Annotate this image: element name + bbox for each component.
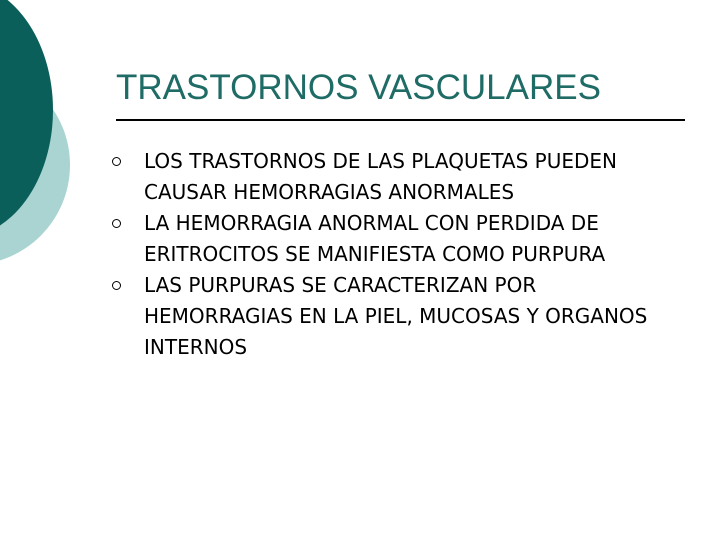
title-divider xyxy=(116,119,685,121)
bullet-item xyxy=(112,146,672,208)
bullet-circle-icon xyxy=(112,219,121,228)
bullet-circle-icon xyxy=(112,157,121,166)
decorative-circles xyxy=(0,0,120,300)
bullet-text: LA HEMORRAGIA ANORMAL CON PERDIDA DE ERITROCITOS SE MANIFIESTA COMO PURPURA xyxy=(144,211,606,266)
bullet-text: LAS PURPURAS SE CARACTERIZAN POR HEMORRAGIAS EN LA PIEL, MUCOSAS Y ORGANOS INTERNOS xyxy=(144,273,648,359)
bullet-list xyxy=(112,146,672,363)
bullet-item xyxy=(112,208,672,270)
bullet-item xyxy=(112,270,672,363)
page-title: TRASTORNOS VASCULARES xyxy=(116,68,601,107)
bullet-text: LOS TRASTORNOS DE LAS PLAQUETAS PUEDEN CAUSAR HEMORRAGIAS ANORMALES xyxy=(144,149,617,204)
bullet-circle-icon xyxy=(112,281,121,290)
